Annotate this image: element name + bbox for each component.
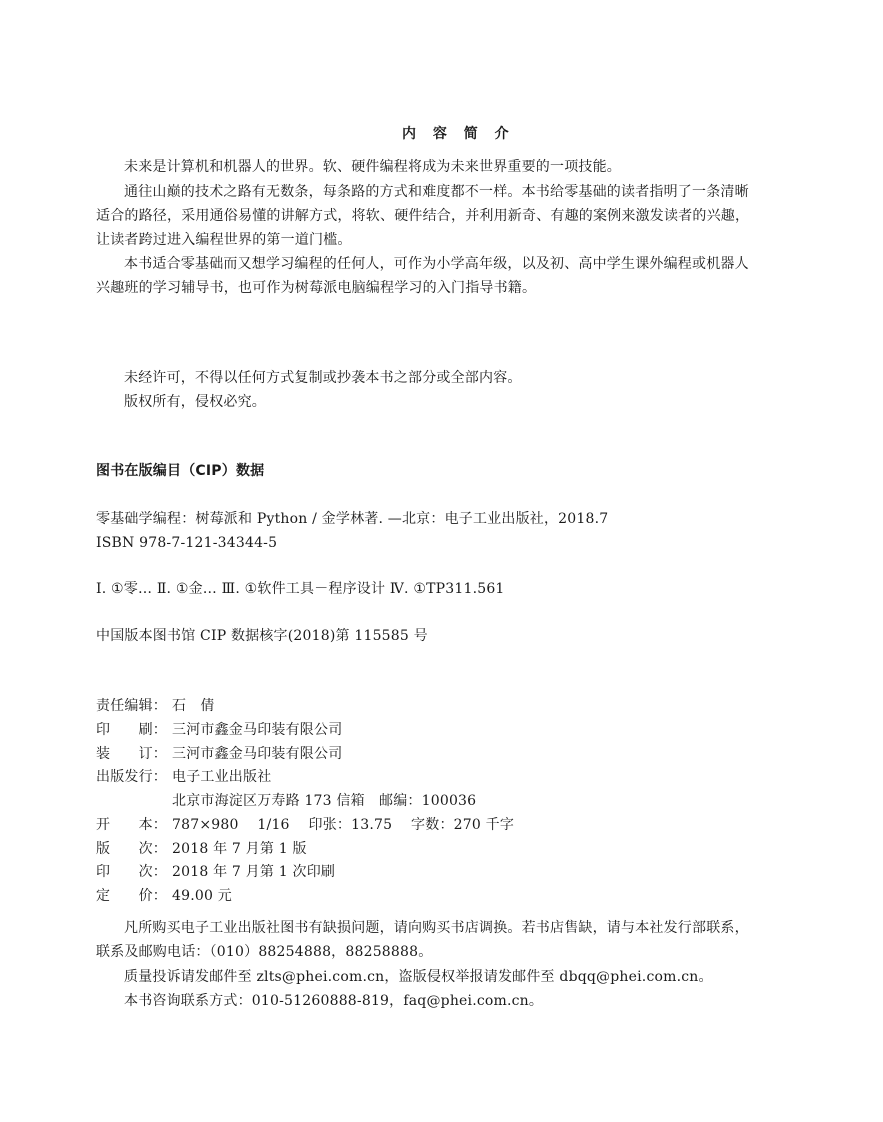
price-value: 49.00 元: [172, 888, 232, 904]
consultation-contact: 本书咨询联系方式：010-51260888-819，faq@phei.com.cn。: [124, 993, 544, 1009]
binding-label: 装 订：: [96, 746, 167, 762]
print-run-row: [96, 862, 335, 882]
edition-value: 2018 年 7 月第 1 版: [172, 841, 307, 857]
intro-paragraph-2-line-2: 适合的路径，采用通俗易懂的讲解方式，将软、硬件结合，并利用新奇、有趣的案例来激发读者的兴趣，: [96, 208, 750, 224]
printing-value: 三河市鑫金马印装有限公司: [172, 722, 343, 738]
quality-complaint-notice: 质量投诉请发邮件至 zlts@phei.com.cn，盗版侵权举报请发邮件至 dbqq@phei.com.cn。: [124, 969, 713, 985]
binding-row: [96, 744, 342, 764]
intro-paragraph-1: 未来是计算机和机器人的世界。软、硬件编程将成为未来世界重要的一项技能。: [124, 159, 621, 175]
intro-paragraph-3-line-1: 本书适合零基础而又想学习编程的任何人，可作为小学高年级，以及初、高中学生课外编程或机器人: [124, 256, 749, 272]
editor-row: [96, 696, 215, 716]
format-row: [96, 815, 514, 835]
isbn: ISBN 978-7-121-34344-5: [96, 535, 278, 551]
binding-value: 三河市鑫金马印装有限公司: [172, 746, 343, 762]
print-run-value: 2018 年 7 月第 1 次印刷: [172, 864, 336, 880]
intro-paragraph-2-line-1: 通往山巅的技术之路有无数条，每条路的方式和难度都不一样。本书给零基础的读者指明了一条清晰: [124, 184, 749, 200]
printing-label: 印 刷：: [96, 722, 167, 738]
price-row: [96, 886, 232, 906]
intro-title: 内 容 简 介: [402, 126, 515, 142]
exchange-notice-line-2: 联系及邮购电话：（010）88254888，88258888。: [96, 944, 433, 960]
intro-paragraph-3-line-2: 兴趣班的学习辅导书，也可作为树莓派电脑编程学习的入门指导书籍。: [96, 280, 537, 296]
price-label: 定 价：: [96, 888, 167, 904]
intro-paragraph-2-line-3: 让读者跨过进入编程世界的第一道门槛。: [96, 232, 352, 248]
printing-row: [96, 720, 342, 740]
editor-value: 石 倩: [172, 698, 215, 714]
cip-entry: 零基础学编程：树莓派和 Python / 金学林著. —北京：电子工业出版社，2018.7: [96, 511, 609, 527]
cip-heading: 图书在版编目（CIP）数据: [96, 463, 265, 479]
copyright-statement: 未经许可，不得以任何方式复制或抄袭本书之部分或全部内容。: [124, 370, 522, 386]
publisher-value: 电子工业出版社: [172, 769, 272, 785]
editor-label: 责任编辑：: [96, 698, 167, 714]
publisher-label: 出版发行：: [96, 769, 167, 785]
cip-classification: Ⅰ. ①零… Ⅱ. ①金… Ⅲ. ①软件工具－程序设计 Ⅳ. ①TP311.561: [96, 581, 505, 597]
format-label: 开 本：: [96, 817, 167, 833]
rights-reserved: 版权所有，侵权必究。: [124, 394, 266, 410]
format-value: 787×980 1/16 印张：13.75 字数：270 千字: [172, 817, 515, 833]
exchange-notice-line-1: 凡所购买电子工业出版社图书有缺损问题，请向购买书店调换。若书店售缺，请与本社发行部联系，: [124, 920, 749, 936]
cip-core-number: 中国版本图书馆 CIP 数据核字(2018)第 115585 号: [96, 628, 428, 644]
edition-row: [96, 839, 307, 859]
publisher-row: [96, 767, 271, 787]
publisher-address: 北京市海淀区万寿路 173 信箱 邮编：100036: [172, 793, 477, 809]
edition-label: 版 次：: [96, 841, 167, 857]
print-run-label: 印 次：: [96, 864, 167, 880]
